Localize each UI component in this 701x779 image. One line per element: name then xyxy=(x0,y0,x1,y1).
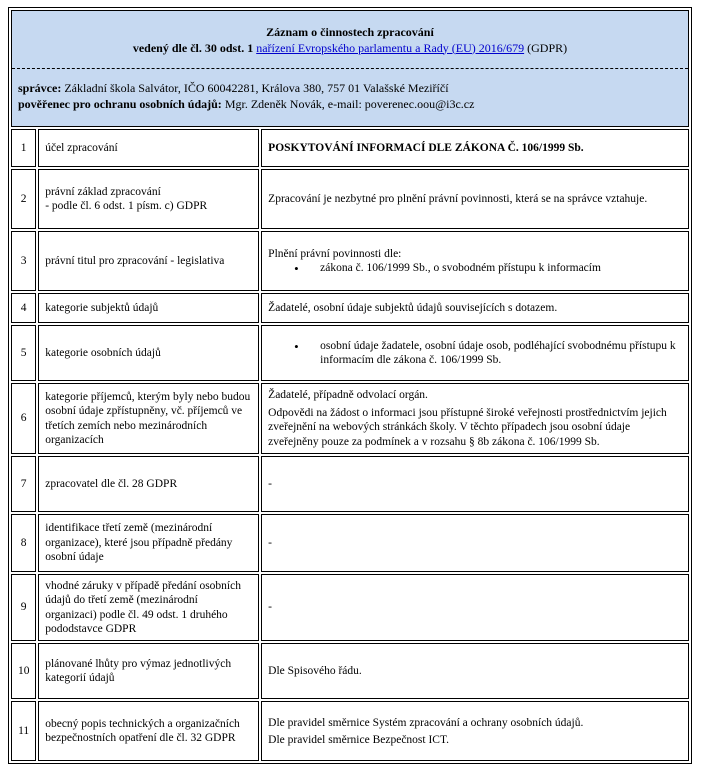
row-value: Žadatelé, osobní údaje subjektů údajů souvisejících s dotazem. xyxy=(261,293,689,323)
table-row xyxy=(11,514,689,572)
controller-info xyxy=(12,69,688,126)
title-prefix: vedený dle čl. 30 odst. 1 xyxy=(132,40,257,55)
dpo-line xyxy=(18,97,682,113)
record-document xyxy=(8,7,692,764)
row-label: identifikace třetí země (mezinárodní organizace), které jsou případně předány osobní údaje xyxy=(38,514,259,572)
row-label: kategorie příjemců, kterým byly nebo budou osobní údaje zpřístupněny, vč. příjemců ve třetích zemích nebo mezinárodních organizacích xyxy=(38,383,259,454)
controller-line xyxy=(18,81,682,97)
row-number: 5 xyxy=(11,325,36,381)
row-value: - xyxy=(261,514,689,572)
row-number: 10 xyxy=(11,643,36,699)
header-cell xyxy=(11,10,689,127)
row-number: 2 xyxy=(11,169,36,229)
row-label xyxy=(38,169,259,229)
row-number: 9 xyxy=(11,574,36,642)
row-label: kategorie subjektů údajů xyxy=(38,293,259,323)
gdpr-regulation-link[interactable]: nařízení Evropského parlamentu a Rady (EU) 2016/679 xyxy=(256,40,525,55)
controller-label: správce: xyxy=(18,81,62,96)
title-line-1: Záznam o činnostech zpracování xyxy=(266,25,434,39)
table-row xyxy=(11,643,689,699)
row-label-line: právní základ zpracování xyxy=(45,186,161,198)
row-number: 4 xyxy=(11,293,36,323)
row-value xyxy=(261,325,689,381)
header-row xyxy=(11,10,689,127)
row-value xyxy=(261,701,689,761)
row-value xyxy=(261,129,689,167)
row-value-paragraph: Odpovědi na žádost o informaci jsou přístupné široké veřejnosti prostřednictvím jejich zveřejnění na webových stránkách školy. V těchto případech jsou osobní údaje zveřejněny pouze za podmínek a v rozsahu § 8b zákona č. 106/1999 Sb. xyxy=(268,406,667,448)
row-value: Zpracování je nezbytné pro plnění právní povinnosti, která se na správce vztahuje. xyxy=(261,169,689,229)
row-label: plánované lhůty pro výmaz jednotlivých kategorií údajů xyxy=(38,643,259,699)
table-row xyxy=(11,293,689,323)
bullet-list xyxy=(268,339,682,368)
table-row xyxy=(11,231,689,291)
table-row xyxy=(11,383,689,454)
bullet-list xyxy=(268,261,682,275)
row-value: - xyxy=(261,574,689,642)
list-item: • zákona č. 106/1999 Sb., o svobodném přístupu k informacím xyxy=(320,261,682,275)
table-row xyxy=(11,169,689,229)
row-value-paragraph: Dle pravidel směrnice Systém zpracování a ochrany osobních údajů. xyxy=(268,716,584,729)
row-label: obecný popis technických a organizačních bezpečnostních opatření dle čl. 32 GDPR xyxy=(38,701,259,761)
list-item: • osobní údaje žadatele, osobní údaje osob, podléhající svobodnému přístupu k informacím dle zákona č. 106/1999 Sb. xyxy=(320,339,682,368)
row-value xyxy=(261,231,689,291)
row-label-line: - podle čl. 6 odst. 1 písm. c) GDPR xyxy=(45,200,208,213)
row-value-paragraph: Dle pravidel směrnice Bezpečnost ICT. xyxy=(268,733,450,746)
row-number: 1 xyxy=(11,129,36,167)
row-value xyxy=(261,383,689,454)
row-label: kategorie osobních údajů xyxy=(38,325,259,381)
row-value: - xyxy=(261,456,689,512)
controller-value: Základní škola Salvátor, IČO 60042281, Králova 380, 757 01 Valašské Meziříčí xyxy=(61,81,449,96)
row-label: vhodné záruky v případě předání osobních údajů do třetí země (mezinárodní organizaci) podle čl. 49 odst. 1 druhého pododstavce GDPR xyxy=(38,574,259,642)
processing-record-table xyxy=(8,7,692,764)
table-row xyxy=(11,325,689,381)
row-number: 3 xyxy=(11,231,36,291)
row-number: 8 xyxy=(11,514,36,572)
document-title xyxy=(12,11,688,69)
row-label: účel zpracování xyxy=(38,129,259,167)
purpose-title: POSKYTOVÁNÍ INFORMACÍ DLE ZÁKONA Č. 106/1999 Sb. xyxy=(268,142,584,155)
table-row xyxy=(11,129,689,167)
dpo-value: Mgr. Zdeněk Novák, e-mail: poverenec.oou@i3c.cz xyxy=(221,96,475,111)
row-value-paragraph: Žadatelé, případně odvolací orgán. xyxy=(268,389,428,402)
title-line-2 xyxy=(18,41,682,57)
table-row xyxy=(11,456,689,512)
row-value: Dle Spisového řádu. xyxy=(261,643,689,699)
row-number: 7 xyxy=(11,456,36,512)
title-suffix: (GDPR) xyxy=(524,40,568,55)
dpo-label: pověřenec pro ochranu osobních údajů: xyxy=(18,96,222,111)
row-number: 6 xyxy=(11,383,36,454)
table-row xyxy=(11,574,689,642)
row-label: právní titul pro zpracování - legislativa xyxy=(38,231,259,291)
row-value-intro: Plnění právní povinnosti dle: xyxy=(268,248,402,260)
row-number: 11 xyxy=(11,701,36,761)
table-row xyxy=(11,701,689,761)
row-label: zpracovatel dle čl. 28 GDPR xyxy=(38,456,259,512)
